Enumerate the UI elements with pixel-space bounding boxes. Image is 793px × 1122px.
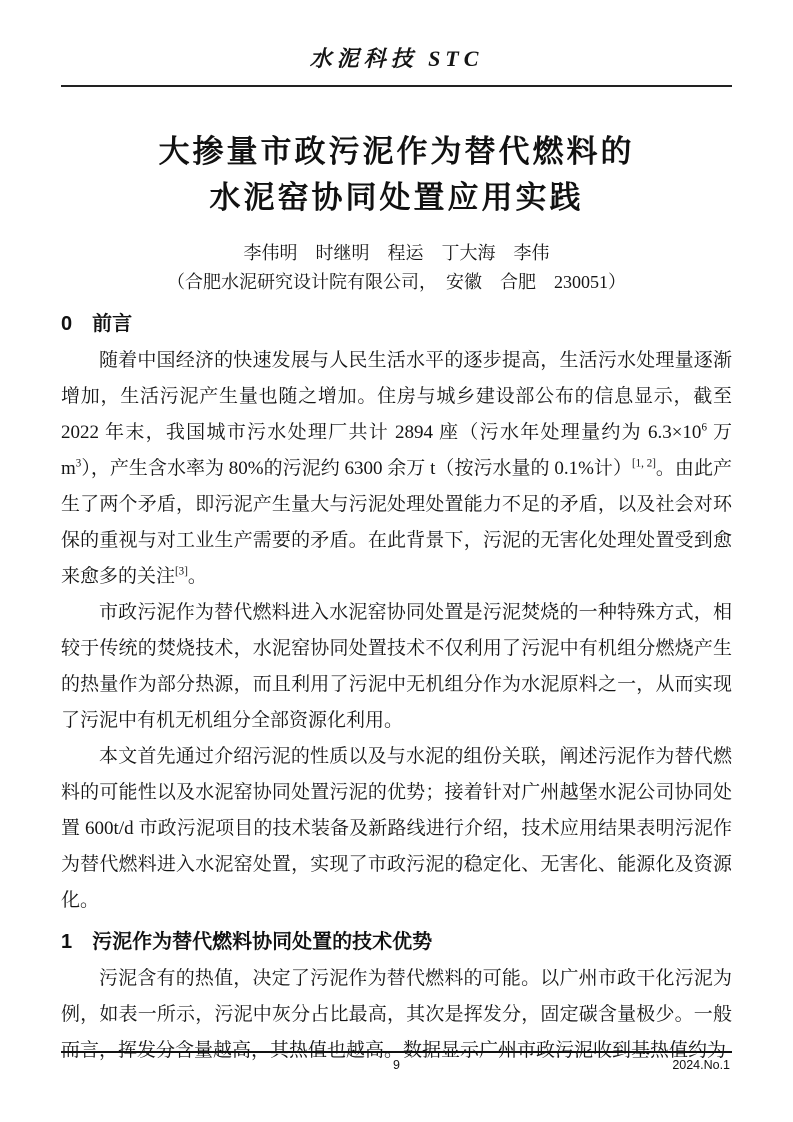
section-heading-text: 污泥作为替代燃料协同处置的技术优势 bbox=[92, 931, 433, 953]
section-heading-1 bbox=[61, 925, 732, 959]
text-run: 市政污泥作为替代燃料进入水泥窑协同处置是污泥焚烧的一种特殊方式，相较于传统的焚烧技术，水泥窑协同处置技术不仅利用了污泥中有机组分燃烧产生的热量作为部分热源，而且利用了污泥中无机组分作为水泥原料之一，从而实现了污泥中有机无机组分全部资源化利用。 bbox=[61, 602, 732, 731]
superscript: 3 bbox=[75, 457, 82, 470]
text-run: 随着中国经济的快速发展与人民生活水平的逐步提高，生活污水处理量逐渐增加，生活污泥产生量也随之增加。住房与城乡建设部公布的信息显示，截至 2022 年末，我国城市污水处理厂共计 2894 座（污水年处理量约为 6.3×10 bbox=[61, 350, 732, 443]
text-run: 。由此产生了两个矛盾，即污泥产生量大与污泥处理处置能力不足的矛盾，以及社会对环保的重视与对工业生产需要的矛盾。在此背景下，污泥的无害化处理处置受到愈来愈多的关注 bbox=[61, 458, 732, 587]
superscript: 6 bbox=[701, 421, 707, 434]
header-rule bbox=[61, 85, 732, 87]
article-title-line2: 水泥窑协同处置应用实践 bbox=[209, 180, 584, 215]
footer-row bbox=[61, 1053, 732, 1078]
article-body bbox=[61, 307, 732, 1069]
paragraph bbox=[61, 343, 732, 595]
text-run: 万 m bbox=[61, 422, 732, 479]
text-run: ），产生含水率为 80%的污泥约 6300 余万 t（按污水量的 0.1%计） bbox=[81, 458, 632, 479]
superscript: [1, 2] bbox=[631, 457, 656, 470]
journal-title: 水泥科技 STC bbox=[309, 46, 484, 71]
paragraph bbox=[61, 595, 732, 739]
superscript: [3] bbox=[175, 565, 188, 578]
section-heading-0 bbox=[61, 307, 732, 341]
section-number: 1 bbox=[61, 931, 73, 953]
article-title-line1: 大掺量市政污泥作为替代燃料的 bbox=[158, 134, 635, 169]
issue-label: 2024.No.1 bbox=[672, 1058, 730, 1072]
paragraph bbox=[61, 739, 732, 919]
text-run: 污泥含有的热值，决定了污泥作为替代燃料的可能。以广州市政干化污泥为例，如表一所示，污泥中灰分占比最高，其次是挥发分，固定碳含量极少。一般而言，挥发分含量越高，其热值也越高。数据显示广州市政污泥收到基热值约为 bbox=[61, 968, 732, 1061]
authors-line: 李伟明 时继明 程运 丁大海 李伟 bbox=[243, 243, 550, 263]
section-number: 0 bbox=[61, 313, 73, 335]
affiliation-line: （合肥水泥研究设计院有限公司， 安徽 合肥 230051） bbox=[167, 272, 626, 292]
text-run: 本文首先通过介绍污泥的性质以及与水泥的组份关联，阐述污泥作为替代燃料的可能性以及水泥窑协同处置污泥的优势；接着针对广州越堡水泥公司协同处置 600t/d 市政污泥项目的技术装备及新路线进行介绍，技术应用结果表明污泥作为替代燃料进入水泥窑处置，实现了市政污泥的稳定化、无害化、能源化及资源化。 bbox=[61, 746, 732, 911]
text-run: 。 bbox=[187, 566, 207, 587]
page-footer bbox=[61, 1051, 732, 1078]
article-title bbox=[61, 129, 732, 221]
page-number: 9 bbox=[393, 1058, 400, 1072]
section-heading-text: 前言 bbox=[92, 313, 133, 335]
